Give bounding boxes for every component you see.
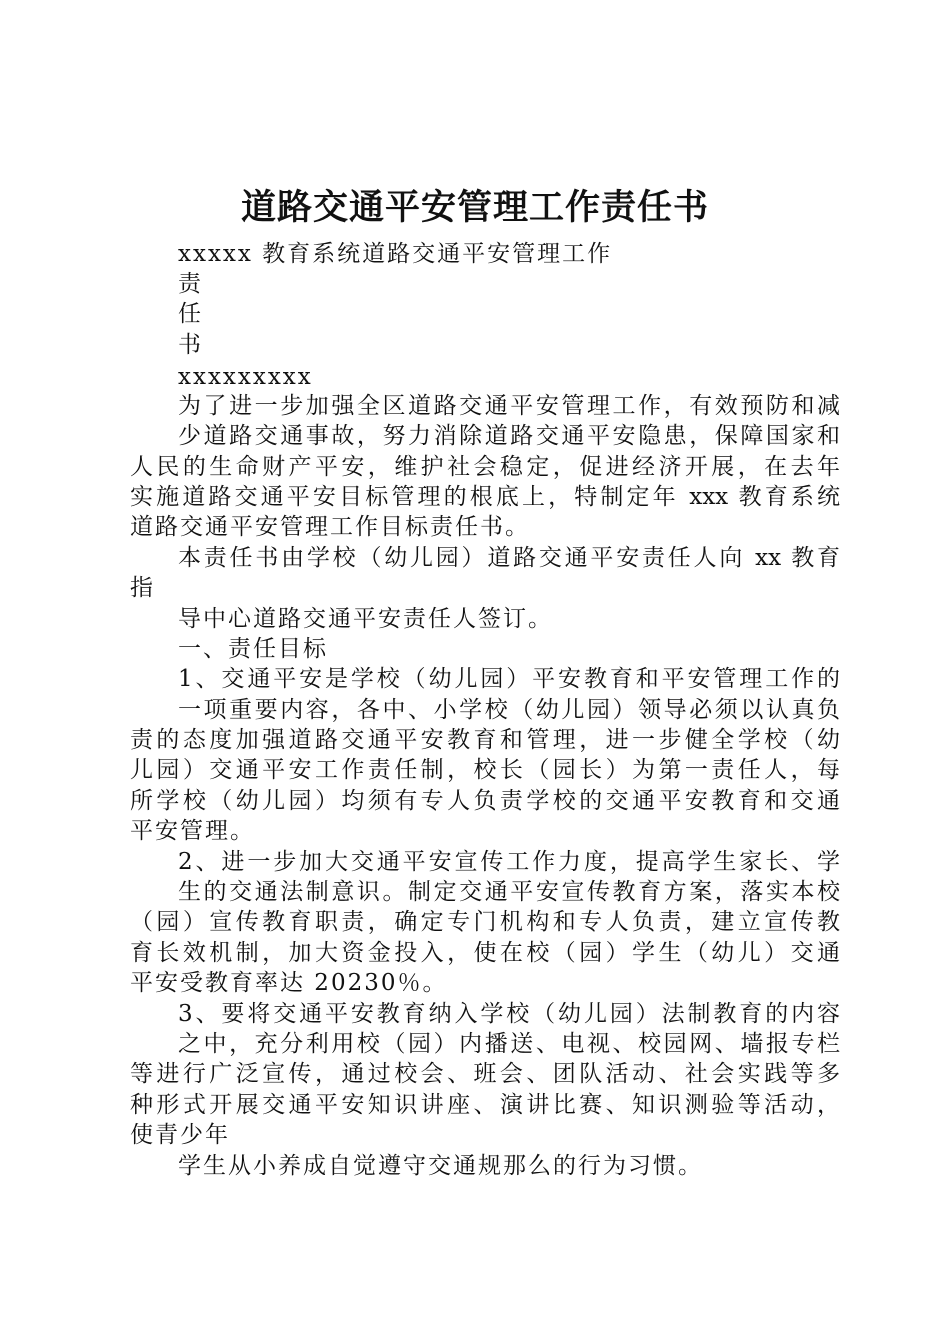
section-heading: 一、责任目标 — [178, 636, 328, 662]
subtitle-line: xxxxx 教育系统道路交通平安管理工作 — [178, 241, 613, 267]
paragraph-line: 育长效机制，加大资金投入，使在校（园）学生（幼儿）交通 — [130, 940, 840, 966]
subtitle-char-line: 任 — [178, 301, 203, 327]
paragraph-line: 实施道路交通平安目标管理的根底上，特制定年 xxx 教育系统 — [130, 484, 840, 510]
subtitle-char-line: 书 — [178, 332, 203, 358]
paragraph-line: 一项重要内容，各中、小学校（幼儿园）领导必须以认真负 — [178, 697, 840, 723]
paragraph-line: 等进行广泛宣传，通过校会、班会、团队活动、社会实践等多 — [130, 1061, 840, 1087]
paragraph-line: 之中，充分利用校（园）内播送、电视、校园网、墙报专栏 — [178, 1031, 840, 1057]
paragraph-line: 2、进一步加大交通平安宣传工作力度，提高学生家长、学 — [178, 849, 840, 875]
subtitle-char-line: 责 — [178, 271, 203, 297]
placeholder-line: xxxxxxxxx — [178, 364, 313, 390]
paragraph-line: 使青少年 — [130, 1122, 230, 1148]
paragraph-line: 儿园）交通平安工作责任制，校长（园长）为第一责任人，每 — [130, 757, 840, 783]
paragraph-line: 生的交通法制意识。制定交通平安宣传教育方案，落实本校 — [178, 879, 840, 905]
paragraph-line: 所学校（幼儿园）均须有专人负责学校的交通平安教育和交通 — [130, 788, 840, 814]
paragraph-line: 人民的生命财产平安，维护社会稳定，促进经济开展，在去年 — [130, 454, 840, 480]
paragraph-line: 为了进一步加强全区道路交通平安管理工作，有效预防和减 — [178, 393, 840, 419]
paragraph-line: 道路交通平安管理工作目标责任书。 — [130, 514, 530, 540]
paragraph-line: 指 — [130, 575, 155, 601]
paragraph-line: 1、交通平安是学校（幼儿园）平安教育和平安管理工作的 — [178, 666, 840, 692]
paragraph-line: 少道路交通事故，努力消除道路交通平安隐患，保障国家和 — [178, 423, 840, 449]
paragraph-line: 平安管理。 — [130, 818, 255, 844]
paragraph-line: 学生从小养成自觉遵守交通规那么的行为习惯。 — [178, 1153, 703, 1179]
paragraph-line: 3、要将交通平安教育纳入学校（幼儿园）法制教育的内容 — [178, 1001, 840, 1027]
document-title: 道路交通平安管理工作责任书 — [240, 187, 709, 228]
paragraph-line: 导中心道路交通平安责任人签订。 — [178, 606, 553, 632]
paragraph-line: 种形式开展交通平安知识讲座、演讲比赛、知识测验等活动， — [130, 1092, 840, 1118]
paragraph-line: 本责任书由学校（幼儿园）道路交通平安责任人向 xx 教育 — [178, 545, 840, 571]
paragraph-line: 平安受教育率达 20230％。 — [130, 970, 448, 996]
paragraph-line: （园）宣传教育职责，确定专门机构和专人负责，建立宣传教 — [130, 909, 840, 935]
paragraph-line: 责的态度加强道路交通平安教育和管理，进一步健全学校（幼 — [130, 727, 840, 753]
